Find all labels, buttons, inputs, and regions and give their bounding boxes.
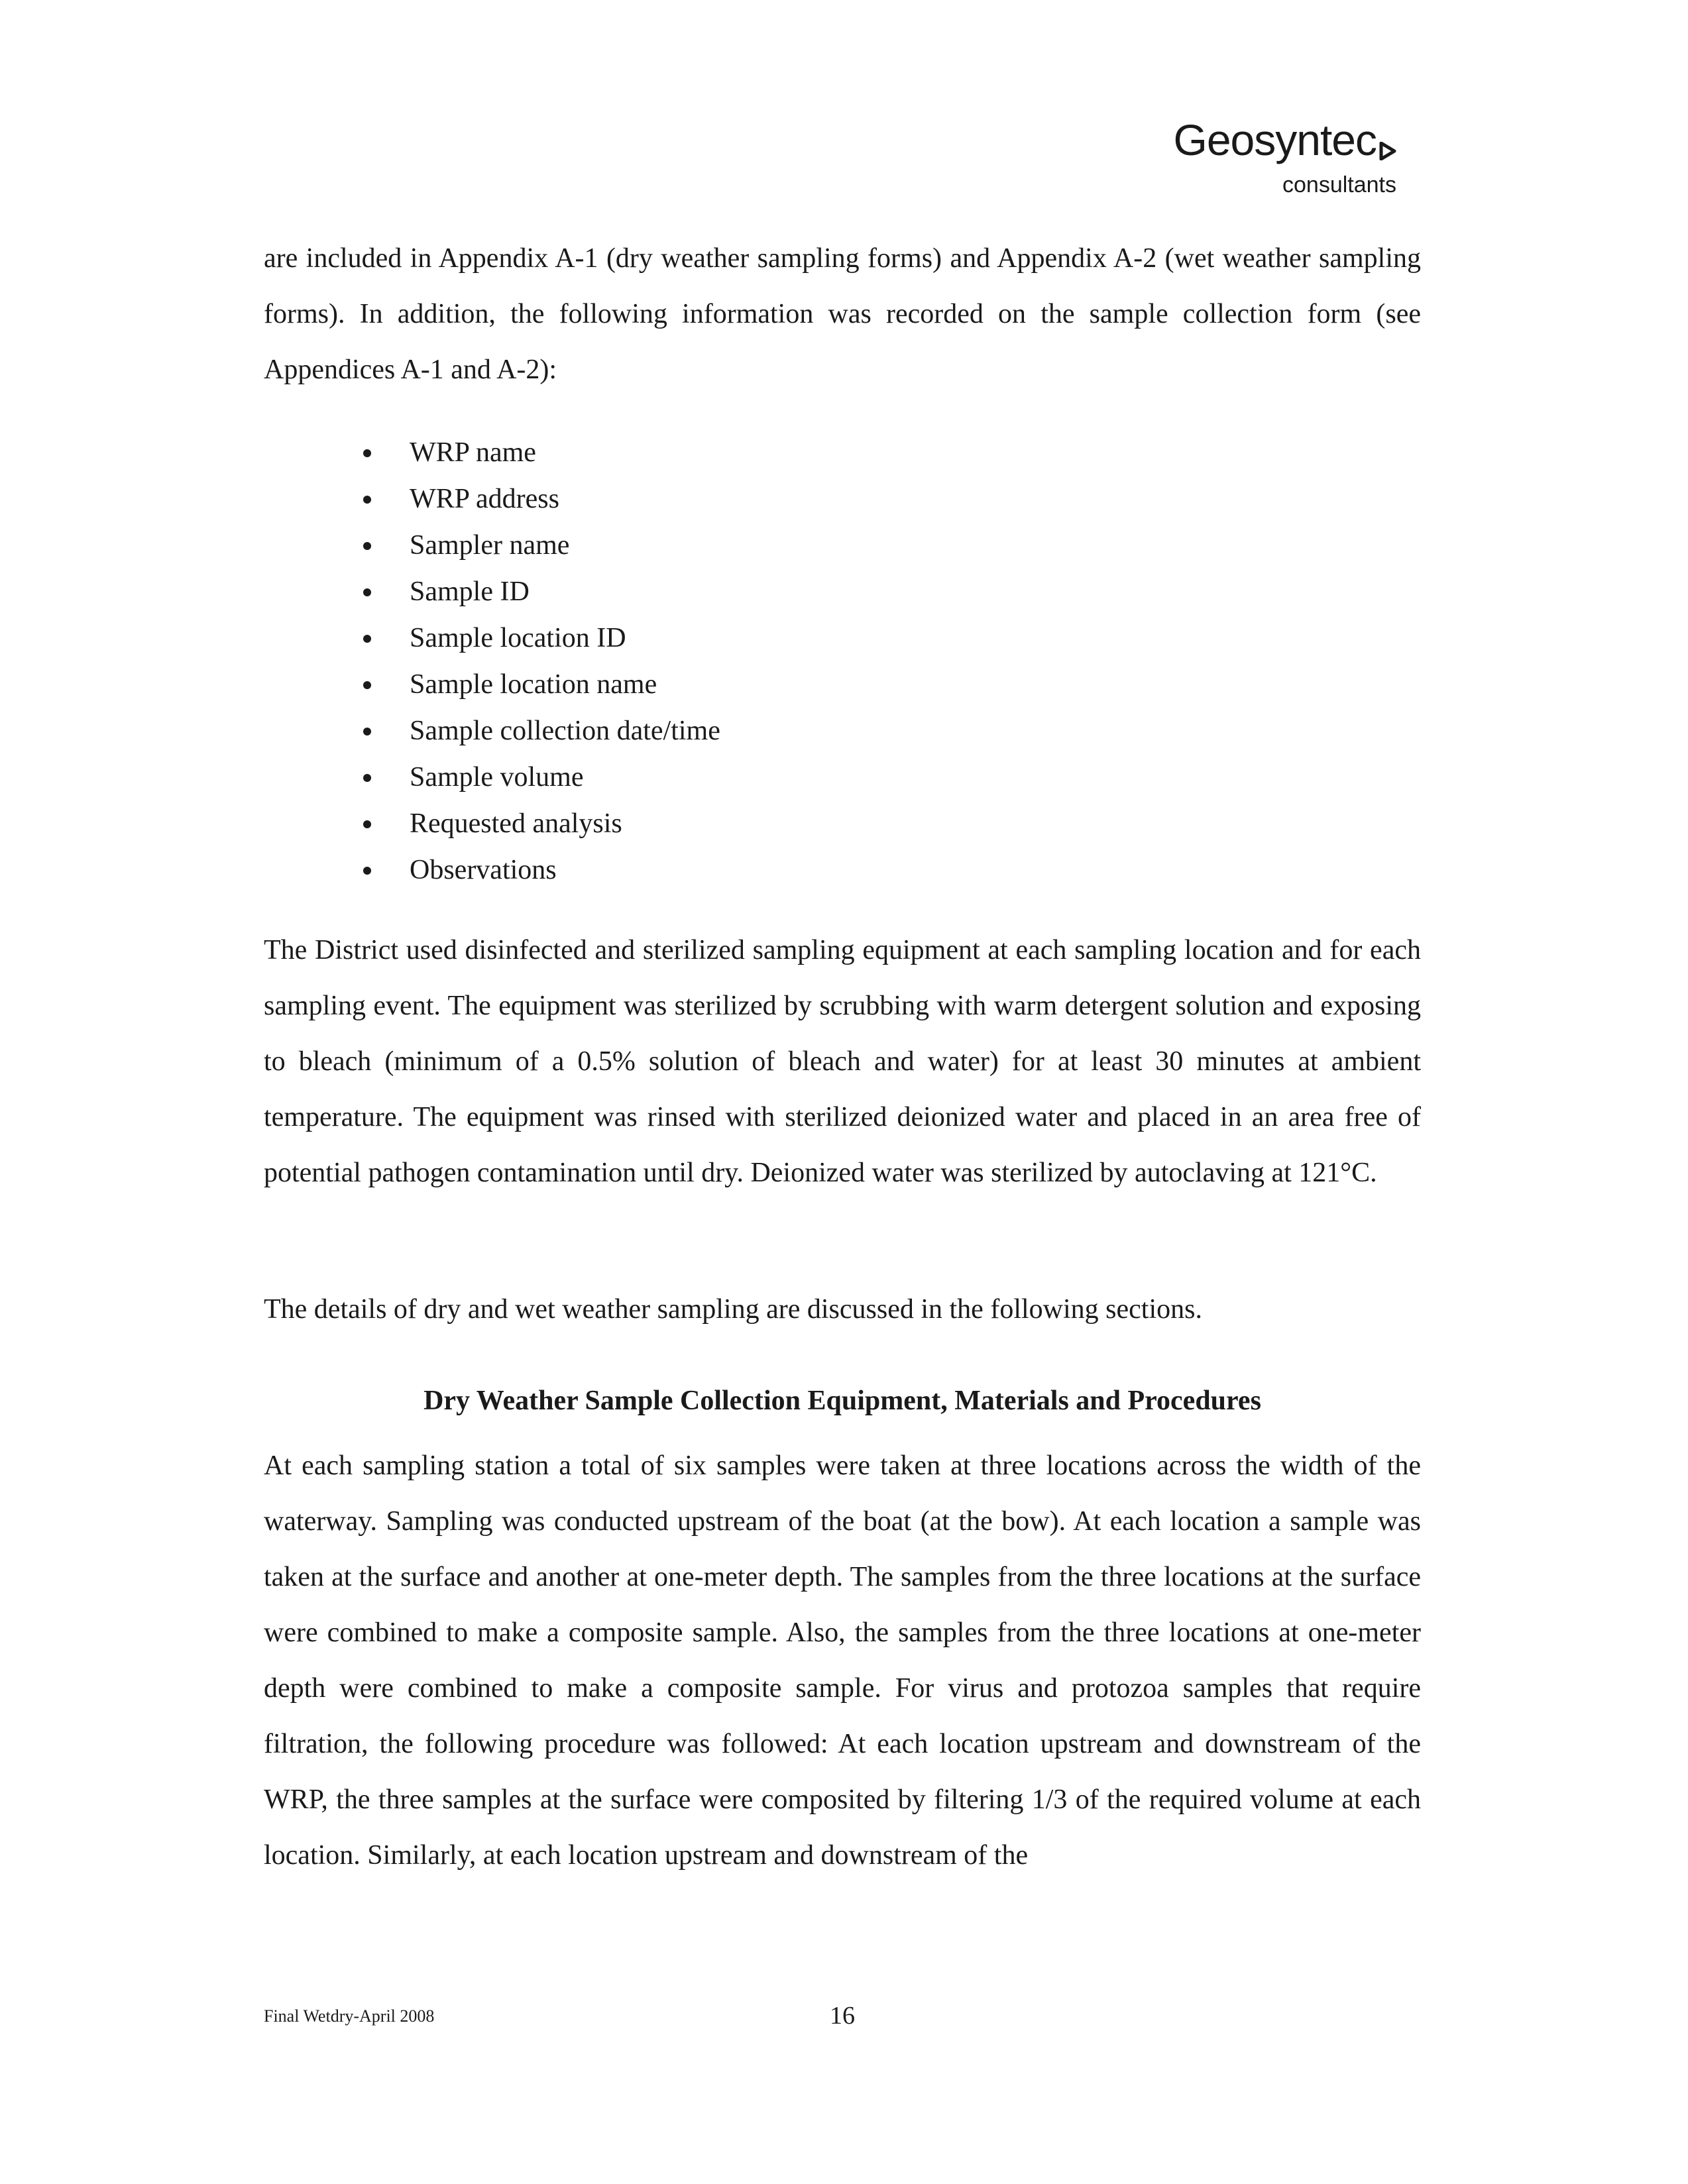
logo-subtitle: consultants (1282, 172, 1396, 197)
paragraph-intro: are included in Appendix A-1 (dry weather sampling forms) and Appendix A-2 (wet weather sampling forms). In addition, the following information was recorded on the sample collection form (see Appendices A-1 and A-2): (264, 243, 1421, 385)
list-item: Observations (363, 847, 720, 893)
paragraph-dry-weather-procedure: At each sampling station a total of six samples were taken at three locations across the width of the waterway. Sampling was conducted upstream of the boat (at the bow). At each location a sample was taken at the surface and another at one-meter depth. The samples from the three locations at the surface were combined to make a composite sample. Also, the samples from the three locations at one-meter depth were combined to make a composite sample. For virus and protozoa samples that require filtration, the following procedure was followed: At each location upstream and downstream of the WRP, the three samples at the surface were composited by filtering 1/3 of the required volume at each location. Similarly, at each location upstream and downstream of the (264, 1450, 1421, 1871)
footer-document-label: Final Wetdry-April 2008 (264, 2006, 435, 2026)
paragraph-sections-intro: The details of dry and wet weather sampling are discussed in the following sections. (264, 1294, 1202, 1325)
bullet-icon (363, 496, 371, 504)
bullet-icon (363, 449, 371, 457)
bullet-icon (363, 635, 371, 643)
list-item: Sample location ID (363, 615, 720, 661)
list-item: Sample collection date/time (363, 708, 720, 754)
list-item: Sample ID (363, 569, 720, 615)
logo-name: Geosyntec (1173, 115, 1377, 164)
bullet-icon (363, 588, 371, 596)
bullet-icon (363, 867, 371, 875)
page-number: 16 (830, 2002, 855, 2030)
bullet-icon (363, 820, 371, 828)
list-item: WRP name (363, 429, 720, 476)
list-item: Sample location name (363, 661, 720, 708)
bullet-icon (363, 728, 371, 736)
bullet-icon (363, 542, 371, 550)
bullet-icon (363, 774, 371, 782)
section-heading: Dry Weather Sample Collection Equipment, Materials and Procedures (423, 1386, 1261, 1416)
list-item: WRP address (363, 476, 720, 522)
paragraph-equipment-sterilization: The District used disinfected and sterilized sampling equipment at each sampling location and for each sampling event. The equipment was sterilized by scrubbing with warm detergent solution and exposing to bleach (minimum of a 0.5% solution of bleach and water) for at least 30 minutes at ambient temperature. The equipment was rinsed with sterilized deionized water and placed in an area free of potential pathogen contamination until dry. Deionized water was sterilized by autoclaving at 121°C. (264, 935, 1421, 1188)
list-item: Sampler name (363, 522, 720, 569)
triangle-logo-icon (1379, 123, 1396, 167)
info-bullet-list (363, 429, 720, 893)
bullet-icon (363, 681, 371, 689)
list-item: Sample volume (363, 754, 720, 800)
list-item: Requested analysis (363, 800, 720, 847)
company-logo (1173, 115, 1397, 198)
